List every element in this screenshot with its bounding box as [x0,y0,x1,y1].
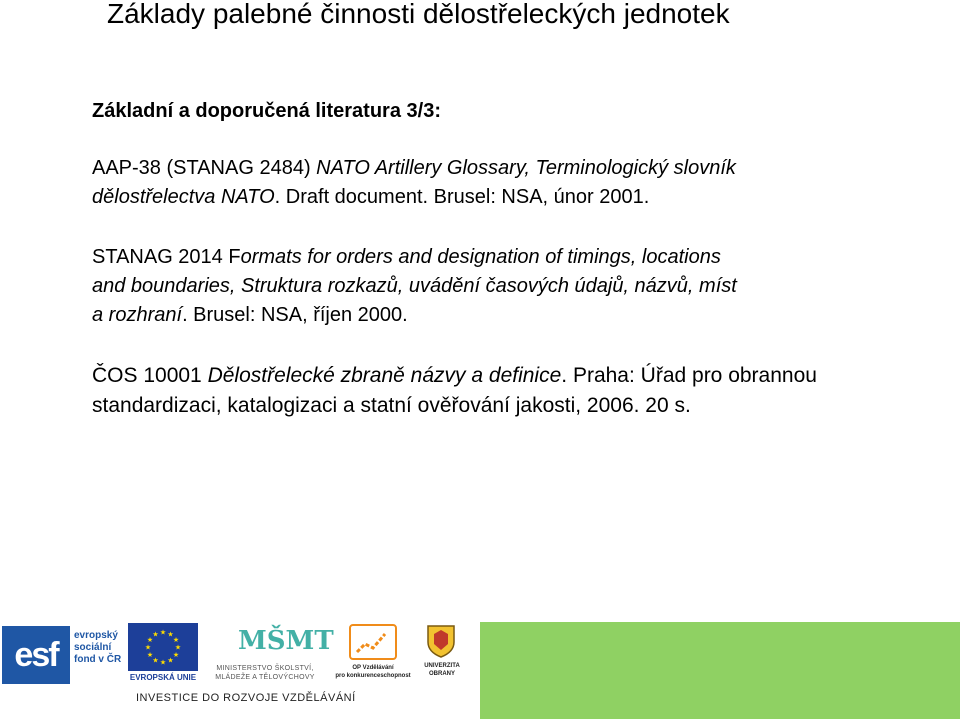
eu-star-icon: ★ [167,631,174,639]
invest-slogan: INVESTICE DO ROZVOJE VZDĚLÁVÁNÍ [136,692,356,704]
footer-green-panel [480,622,960,719]
reference-title: dělostřelectva NATO [92,186,275,208]
reference-title: a rozhraní [92,304,183,326]
esf-label [74,630,126,666]
msmt-logo [204,622,334,688]
reference-line [92,272,942,301]
slide-title: Základy palebné činnosti dělostřeleckých jednotek [107,0,730,29]
eu-star-icon: ★ [146,637,154,644]
univerzita-obrany-label [418,662,466,678]
reference-text: . Praha: Úřad pro obrannou [561,364,817,387]
esf-label-line: sociální [74,642,112,653]
op-vk-label-line: pro konkurenceschopnost [335,673,411,679]
esf-label-line: fond v ČR [74,654,122,665]
section-heading: Základní a doporučená literatura 3/3: [92,100,441,122]
eu-star-icon: ★ [152,631,159,639]
eu-star-icon: ★ [146,652,154,659]
reference-text: . Brusel: NSA, říjen 2000. [182,304,408,326]
esf-label-line: evropský [74,630,118,641]
shield-icon [426,624,456,658]
eu-star-icon: ★ [172,637,180,644]
reference-title: Dělostřelecké zbraně názvy a definice [207,364,562,387]
eu-logo [124,623,202,685]
esf-logo [2,626,124,684]
eu-flag-icon [128,623,198,671]
msmt-mark: MŠMT [238,626,334,656]
reference-aap38 [92,154,942,212]
reference-text: STANAG 2014 F [92,246,241,268]
reference-title: NATO Artillery Glossary, Terminologický slovník [316,157,736,179]
reference-line [92,183,942,212]
uo-label-line: OBRANY [428,671,455,677]
op-vk-logo [333,622,413,686]
eu-star-icon: ★ [159,629,167,637]
msmt-label-line: MLÁDEŽE A TĚLOVÝCHOVY [215,674,315,681]
reference-cos10001 [92,361,942,421]
eu-star-icon: ★ [174,644,182,652]
op-vk-mark-icon [349,624,397,660]
reference-line [92,361,942,391]
eu-star-icon: ★ [172,652,180,659]
eu-label: EVROPSKÁ UNIE [129,673,197,682]
reference-title: and boundaries, Struktura rozkazů, uvádění časových údajů, názvů, míst [92,275,737,297]
msmt-label-line: MINISTERSTVO ŠKOLSTVÍ, [216,665,314,672]
reference-text: standardizaci, katalogizaci a statní ověřování jakosti, 2006. 20 s. [92,394,691,417]
eu-star-icon: ★ [159,659,167,667]
eu-star-icon: ★ [144,644,152,652]
reference-stanag2014 [92,243,942,330]
reference-line [92,243,942,272]
msmt-label [204,664,326,682]
eu-star-icon: ★ [152,657,159,665]
univerzita-obrany-logo [418,622,466,686]
reference-text: . Draft document. Brusel: NSA, únor 2001. [274,186,650,208]
reference-line [92,391,942,421]
uo-label-line: UNIVERZITA [424,663,460,669]
reference-line [92,301,942,330]
reference-line [92,154,942,183]
esf-mark: esf [2,626,70,684]
reference-text: ČOS 10001 [92,364,208,387]
eu-star-icon: ★ [167,657,174,665]
reference-title: ormats for orders and designation of timings, locations [240,246,721,268]
op-vk-label-line: OP Vzdělávání [352,665,394,671]
op-vk-label [333,664,413,680]
reference-text: AAP-38 (STANAG 2484) [92,157,317,179]
